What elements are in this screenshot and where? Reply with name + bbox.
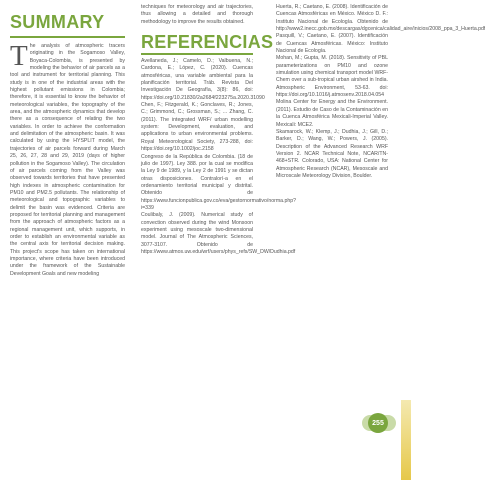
summary-title-underline <box>10 36 125 38</box>
reference-item: Mohan, M.; Gupta, M. (2018). Sensitivity of PBL parameterizations on PM10 and ozone simulation using chemical transport model WRF-Chem over a sub-tropical urban airshed in India. Atmospheric Environment, 53-63. doi: https://doi.org/10.1016/j.atmosenv.2018.04.054 <box>276 55 388 99</box>
summary-text: he analysis of atmospheric tracers originating in the Sogamoso Valley, Boyaca-Colombia, is presented by modeling the behavior of air parcels as a tool and instrument for territorial planning. This study is in one of the industrial areas with the highest pollutant emissions in Colombia; therefore, it is essential to know the behavior of meteorological variables, the topography of the area, and the atmospheric dynamics that develop there as a consequence of relating the two variables. In order to achieve the conformation and delimitation of the atmospheric basin. It was calculated by using the HYSPLIT model, the trajectories of air parcels forward during March 25, 26, 27, 28 and 29, 2019 (days of higher pollution in the Sogamoso Valley). The circulation of air parcels coming from the Valley was observed towards territories that have presented high indexes in atmospheric contamination for PM10 and PM2.5 pollutants. The relationship of meteorological and topographic variables to delimit the basin was evidenced. Criteria are proposed for territorial planning and management from the approach of atmospheric factors as a regional management unit, which supports, in order to establish an environmental variable as the central axis for territorial decision making. This project's scope has taken on international importance, where criteria have been introduced under the framework of the Sustainable Development Goals and new modeling <box>10 43 125 277</box>
summary-paragraph <box>10 40 125 278</box>
summary-column <box>10 40 125 278</box>
summary-continuation: techniques for meteorology and air trajectories, thus allowing a detailed and thorough methodology to improve the results obtained. <box>141 4 253 25</box>
decorative-side-strip <box>401 400 411 480</box>
page-number-badge: 255 <box>368 413 388 433</box>
reference-item: Huerta, R.; Caetano, E. (2008). Identificación de Cuencas Atmosféricas en México. México D. F.: Instituto Nacional de Ecología. Obtenido de http://www2.inecc.gob.mx/descargas/dgcenica/calidad_aire/inicios/2008_ppa_3_Huerta.pdf <box>276 4 485 33</box>
references-column-right <box>276 4 485 180</box>
reference-item: Molina Center for Energy and the Environment. (2011). Estudio de Caso de la Contaminación en la Cuenca Atmosférica Mexicali-Imperial Valley. Mexicali: MCE2. <box>276 99 388 128</box>
reference-item: Avellaneda, J.; Camelo, D.; Valbuena, N.; Cardona, E.; López, C. (2020). Cuencas atmosféricas, una variable ambiental para la planificación territorial. Tráb. Revista Del Investigación De Geografía, 3(8): 86, doi: https://doi.org/10.21830/2a2684f223275a.2020.31090 <box>141 58 265 101</box>
drop-cap-letter: T <box>10 40 28 72</box>
summary-title: SUMMARY <box>10 12 105 32</box>
references-title-underline <box>141 53 253 55</box>
reference-item: Congreso de la República de Colombia. (18 de julio de 1997). Ley 388. por la cual se modifica la Ley 9 de 1989, y la Ley 2 de 1991 y se dictan otras disposiciones. Contralorí-a en el ordenamiento territorial municipal y distrital. Obtenido de https://www.funcionpublica.gov.co/eva/gestornormativo/norma.php?i=339 <box>141 153 297 211</box>
reference-item: Pasquill, V.; Caetano, E. (2007). Identificación de Cuencas Atmosféricas. México: Instituto Nacional de Ecología. <box>276 33 388 55</box>
references-title: REFERENCIAS <box>141 32 274 53</box>
references-column-left <box>141 4 297 256</box>
reference-item: Coulibaly, J. (2009). Numerical study of convection observed during the wind Monsoon experiment using mesoscale two-dimensional model. Journal of The Atmospheric Sciences, 3077-3107. Obtenido de https://www.atmos.uw.edu/wrf/users/phys_refs/SW_DW/Dudhia.pdf <box>141 212 296 255</box>
reference-item: Skamarock, W.; Klemp, J.; Dudhia, J.; Gill, D.; Barker, D.; Wang, W.; Powers, J. (2005). Description of the Advanced Research WRF Version 2. NCAR Technical Note, NCAR/TN-468+STR. Colorado, USA: National Center for Atmospheric Research (NCAR), Mesoscale and Microscale Meteorology Division, Boulder. <box>276 128 388 179</box>
reference-item: Chen, F.; Fitzgerald, K.; Gonclaves, R.; Jones, C.; Grimmond, C.; Grossman, S.; ... Zhang, C. (2011). The integrated WRF/ urban modelling system: Development, evaluation, and applications to urban environmental problems. Royal Meteorological Society, 273-288, doi: https://doi.org/10.1002/joc.2158 <box>141 102 253 153</box>
